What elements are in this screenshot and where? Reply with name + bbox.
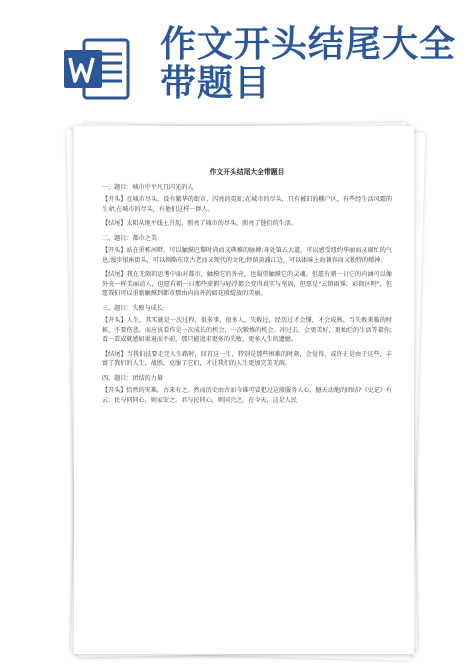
document-page [74,126,414,654]
section-heading: 三、题目：失败与成长 [102,304,163,312]
paragraph-opening: 【开头】恰然的灾难，古来有之。然而历史由古而今谁可冒犯过这般服务人心，撼天动地的团结?《史记》有云：民与同同心，则家安之。君与民同心，则国兴之。在今天，这是人民 [102,387,392,404]
section-heading: 一、题目：城市中平凡且闪光的人 [102,183,194,191]
paragraph-opening: 【开头】人生，其实就是一次过程，很多事，很多人，失败过，经历过才会懂，才会成熟。当失败来临的时候，不要伤悲，而应该看作是一次成长的机会，一次锻炼的机会。冲过去，会更美好，更灿烂的生活等着你;看一看成就感如果退而不前，那只能追求更多的失败，更多人生的遗憾。 [102,317,392,343]
document-stack [68,122,420,657]
page-title: 作文开头结尾大全 [160,24,457,65]
document-body [102,168,392,410]
section-heading: 四、题目：团结的力量 [102,374,163,382]
paragraph-ending: 【结尾】当我们扶要走完人生路时，回首这一生，特别是那些困难的时刻，会觉得，或许正是由于这些，丰富了我们的人生，战胜，克服了它们，才让我们的人生更加完美无瑕。 [102,350,392,367]
word-document-icon [62,34,132,104]
document-title: 作文开头结尾大全带题目 [209,168,285,176]
page-header [0,0,474,118]
section-heading: 二、题目：都市之美 [102,234,157,242]
page-subtitle: 带题目 [160,63,272,104]
paragraph-opening: 【开头】在城市尽头，没有繁华的街市，闪亮的霓虹;在城市的尽头，只有被旧的棚户区，有些经生活风霜的生命;在城市的尽头，有他们这样一群人。 [102,196,392,213]
paragraph-ending: 【结尾】我在无限的思考中面对都市，触摸它的外壳，也渴望触摸它的灵魂。但愿有朝一日它的内涵可以像外壳一样美丽动人，但愿有朝一日那些虚假与轻浮都会变得真实与坚固，但愿是"云销雨霁，彩彻区明"，但愿我们可以重新触摸到都市那由内而外的如花般绽放的美丽。 [102,271,392,297]
paragraph-ending: 【结尾】太阳从地平线上升起，照亮了城市的尽头，照亮了他们的生活。 [102,220,297,227]
paragraph-opening: 【开头】站在重栋河畔，可以触摸巴黎时尚而又典雅的脉搏;身处第五大道，可以感受纽约华丽而又闹忙的气息;漫步银座街头，可以领略东京古老而又现代的文化;停留黄浦江边，可以体味上海兼容而又独特的精神。 [102,247,392,264]
